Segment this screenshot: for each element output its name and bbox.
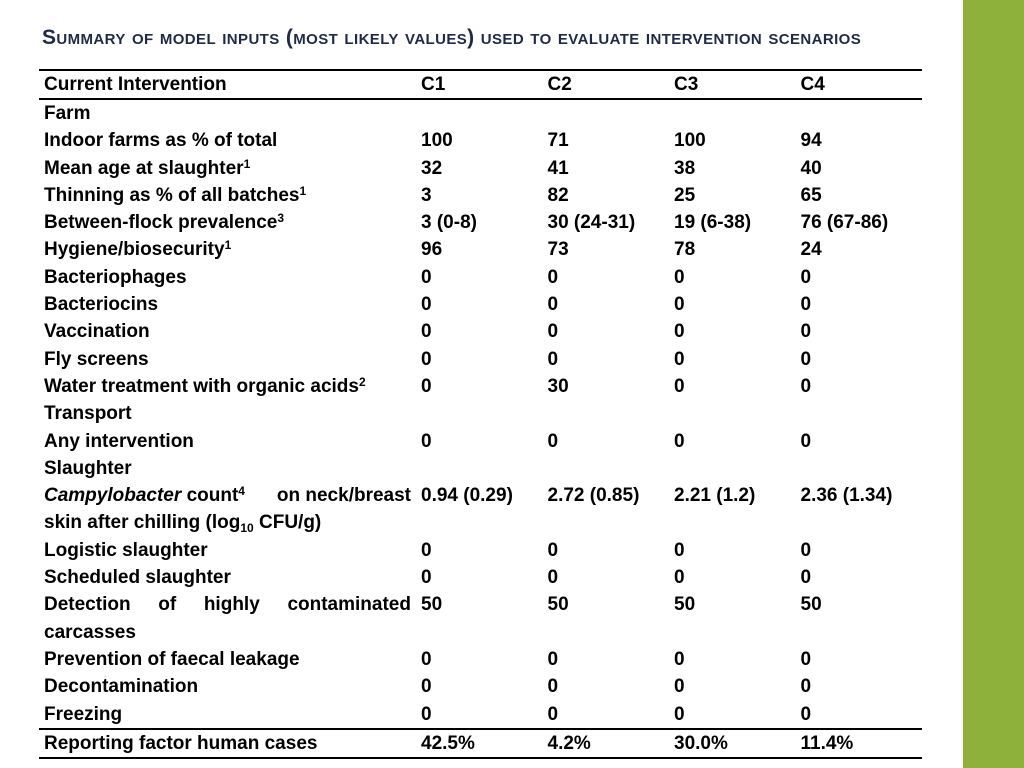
cell-c3: 0	[674, 375, 685, 397]
header-c2: C2	[543, 70, 670, 99]
cell-c1: 32	[421, 157, 443, 179]
model-inputs-table-container	[39, 69, 922, 759]
footnote-marker: 2	[358, 374, 366, 389]
table-row	[39, 701, 922, 729]
section-label-farm: Farm	[44, 103, 91, 124]
slide-title: Summary of model inputs (most likely values) used to evaluate intervention scenarios	[42, 26, 862, 49]
cell-c2: 0	[547, 266, 559, 288]
header-c3: C3	[669, 70, 796, 99]
cell-c2: 73	[547, 239, 569, 261]
cell-c4: 0	[800, 703, 812, 725]
cell-c3: 100	[674, 130, 706, 152]
cell-c1: 100	[421, 130, 453, 152]
cell-c2: 0	[547, 703, 559, 725]
cell-c2: 0	[547, 294, 559, 316]
cell-c3: 0	[674, 266, 685, 288]
cell-c4: 11.4%	[796, 729, 923, 758]
cell-c1: 0	[421, 567, 432, 589]
model-inputs-table	[39, 69, 922, 759]
cell-c1: 0	[421, 375, 432, 397]
cell-c1: 50	[421, 594, 443, 616]
cell-c1: 0	[421, 266, 432, 288]
cell-c4: 2.36 (1.34)	[800, 485, 893, 507]
cell-c1: 0	[421, 321, 432, 343]
table-row	[39, 291, 922, 318]
cell-c2: 0	[547, 648, 559, 670]
footnote-marker: 1	[224, 238, 232, 253]
table-row	[39, 564, 922, 591]
green-accent-bar	[963, 0, 1024, 768]
cell-c2: 0	[547, 676, 559, 698]
cell-c3: 25	[674, 184, 696, 206]
table-row	[39, 209, 922, 236]
row-label: Thinning as % of all batches$^1$	[44, 183, 307, 206]
cell-c1: 96	[421, 239, 443, 261]
cell-c2: 0	[547, 430, 559, 452]
row-label	[39, 482, 416, 537]
cell-c2: 41	[547, 157, 569, 179]
footnote-marker: 1	[243, 156, 251, 171]
table-row	[39, 537, 922, 564]
table-row	[39, 591, 922, 646]
table-row	[39, 182, 922, 209]
footnote-marker: 4	[238, 484, 245, 499]
table-row	[39, 428, 922, 455]
detection-label-line2: carcasses	[44, 621, 136, 643]
row-label: Reporting factor human cases	[39, 729, 416, 758]
cell-c4: 50	[800, 594, 822, 616]
table-row	[39, 236, 922, 263]
cell-c4: 0	[800, 321, 812, 343]
cell-c4: 0	[800, 294, 812, 316]
cell-c4: 0	[800, 567, 812, 589]
cell-c4: 0	[800, 676, 812, 698]
section-label-transport: Transport	[44, 403, 132, 425]
row-label: Prevention of faecal leakage	[44, 648, 300, 670]
table-row	[39, 482, 922, 537]
cell-c1: 3	[421, 184, 432, 206]
cell-c3: 0	[674, 676, 685, 698]
row-label: Scheduled slaughter	[44, 567, 231, 589]
cell-c4: 40	[800, 157, 822, 179]
cell-c2: 30 (24-31)	[547, 212, 636, 234]
cell-c4: 0	[800, 375, 812, 397]
cell-c2: 50	[547, 594, 569, 616]
table-row	[39, 127, 922, 154]
table-row	[39, 346, 922, 373]
cell-c3: 0	[674, 648, 685, 670]
cell-c3: 38	[674, 157, 696, 179]
campy-label-line1: Campylobacter count$^4$ on neck/breast	[44, 484, 411, 507]
table-row	[39, 264, 922, 291]
row-label: Freezing	[44, 703, 123, 725]
cell-c2: 0	[547, 348, 559, 370]
campy-label-line2: skin after chilling ($\log_{10}$ CFU/g)	[44, 512, 322, 536]
section-row-transport	[39, 400, 922, 427]
footnote-marker: 3	[277, 211, 285, 226]
header-current-intervention: Current Intervention	[39, 70, 416, 99]
cell-c4: 0	[800, 430, 812, 452]
section-row-farm	[39, 99, 922, 127]
cell-c4: 24	[800, 239, 822, 261]
cell-c1: 0	[421, 648, 432, 670]
cell-c2: 0	[547, 321, 559, 343]
row-label: Water treatment with organic acids$^2$	[44, 374, 366, 397]
detection-label-line1: Detection of highly contaminated	[44, 594, 411, 616]
cell-c4: 76 (67-86)	[800, 212, 889, 234]
cell-c3: 0	[674, 294, 685, 316]
cell-c1: 0	[421, 348, 432, 370]
cell-c3: 0	[674, 539, 685, 561]
cell-c3: 0	[674, 703, 685, 725]
cell-c1: 0.94 (0.29)	[421, 485, 513, 507]
cell-c1: 0	[421, 539, 432, 561]
section-row-slaughter	[39, 455, 922, 482]
row-label: Indoor farms as % of total	[44, 130, 278, 152]
cell-c2: 71	[547, 130, 569, 152]
header-c4: C4	[796, 70, 923, 99]
cell-c4: 0	[800, 266, 812, 288]
header-c1: C1	[416, 70, 543, 99]
table-row-reporting-factor	[39, 729, 922, 758]
cell-c4: 0	[800, 648, 812, 670]
row-label: Bacteriocins	[44, 294, 159, 316]
row-label: Between-flock prevalence$^3$	[44, 211, 285, 234]
cell-c3: 50	[674, 594, 696, 616]
row-label: Fly screens	[44, 348, 149, 370]
cell-c3: 0	[674, 321, 685, 343]
table-row	[39, 318, 922, 345]
table-header-row	[39, 70, 922, 99]
subscript-10: 10	[240, 521, 254, 536]
row-label: Decontamination	[44, 676, 199, 698]
table-row	[39, 155, 922, 182]
cell-c1: 0	[421, 430, 432, 452]
table-row	[39, 673, 922, 700]
cell-c3: 0	[674, 567, 685, 589]
cell-c3: 78	[674, 239, 696, 261]
cell-c1: 0	[421, 294, 432, 316]
row-label: Any intervention	[44, 430, 194, 452]
row-label: Logistic slaughter	[44, 539, 208, 561]
cell-c4: 0	[800, 539, 812, 561]
cell-c2: 82	[547, 184, 569, 206]
row-label: Vaccination	[44, 321, 150, 343]
row-label: Hygiene/biosecurity$^1$	[44, 238, 232, 261]
cell-c3: 0	[674, 430, 685, 452]
section-label-slaughter: Slaughter	[44, 457, 132, 479]
cell-c4: 65	[800, 184, 822, 206]
table-row	[39, 373, 922, 400]
footnote-marker: 1	[299, 183, 307, 198]
cell-c1: 0	[421, 676, 432, 698]
cell-c3: 30.0%	[669, 729, 796, 758]
row-label: Mean age at slaughter$^1$	[44, 156, 251, 179]
cell-c1: 0	[421, 703, 432, 725]
cell-c3: 19 (6-38)	[674, 212, 752, 234]
cell-c2: 4.2%	[543, 729, 670, 758]
cell-c2: 0	[547, 539, 559, 561]
table-row	[39, 646, 922, 673]
row-label: Bacteriophages	[44, 266, 187, 288]
cell-c1: 42.5%	[416, 729, 543, 758]
cell-c4: 94	[800, 130, 822, 152]
cell-c2: 30	[547, 375, 569, 397]
row-label	[39, 591, 416, 646]
cell-c1: 3 (0-8)	[421, 212, 477, 234]
cell-c2: 2.72 (0.85)	[547, 485, 640, 507]
cell-c2: 0	[547, 567, 559, 589]
cell-c4: 0	[800, 348, 812, 370]
cell-c3: 0	[674, 348, 685, 370]
cell-c3: 2.21 (1.2)	[674, 485, 756, 507]
